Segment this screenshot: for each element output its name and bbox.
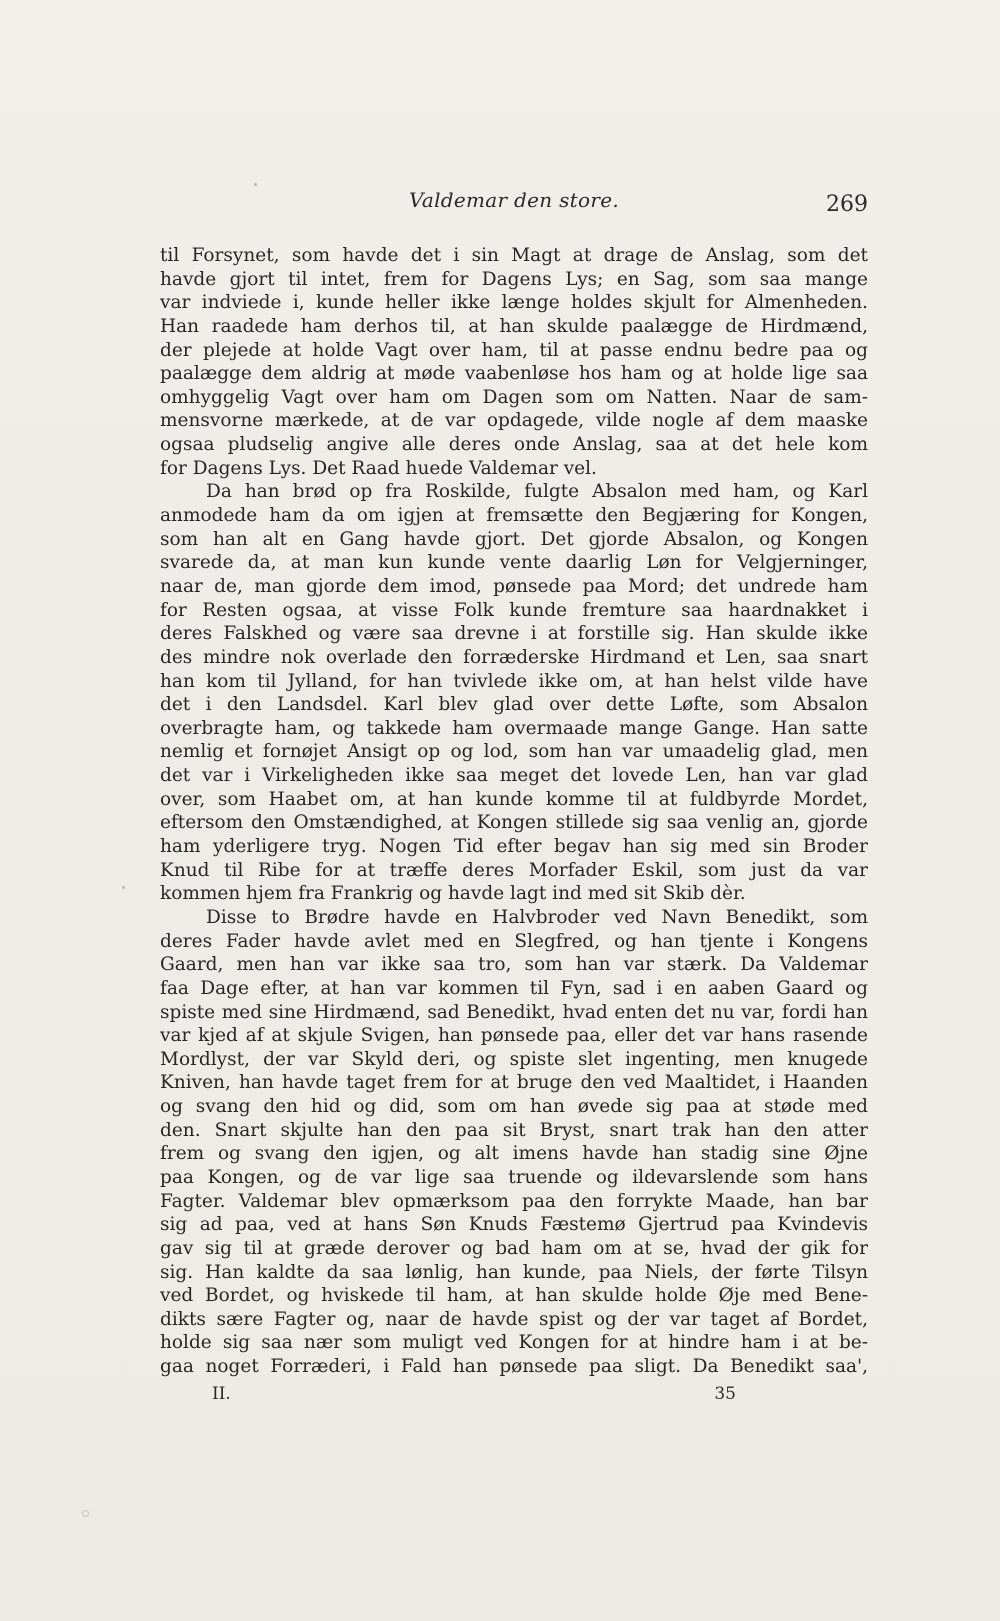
text-line: som han alt en Gang havde gjort. Det gjorde Absalon, og Kongen <box>160 528 868 550</box>
text-line: anmodede ham da om igjen at fremsætte den Begjæring for Kongen, <box>160 505 868 527</box>
page-number: 269 <box>826 192 868 217</box>
text-line: Knud til Ribe for at træffe deres Morfader Eskil, som just da var <box>160 859 868 881</box>
paper-speck <box>254 183 257 186</box>
text-line: faa Dage efter, at han var kommen til Fyn, sad i en aaben Gaard og <box>160 977 868 999</box>
text-line: Han raadede ham derhos til, at han skulde paalægge de Hirdmænd, <box>160 315 868 337</box>
text-line: Mordlyst, der var Skyld deri, og spiste slet ingenting, men knugede <box>160 1048 868 1070</box>
text-line: for Resten ogsaa, at visse Folk kunde fremture saa haardnakket i <box>160 599 868 621</box>
text-line: omhyggelig Vagt over ham om Dagen som om Natten. Naar de sam- <box>160 386 868 408</box>
text-line: spiste med sine Hirdmænd, sad Benedikt, hvad enten det nu var, fordi han <box>160 1001 868 1023</box>
text-line: og svang den hid og did, som om han øvede sig paa at støde med <box>160 1096 868 1118</box>
text-line: deres Fader havde avlet med en Slegfred, og han tjente i Kongens <box>160 930 868 952</box>
text-line: der plejede at holde Vagt over ham, til at passe endnu bedre paa og <box>160 339 868 361</box>
text-line: Da han brød op fra Roskilde, fulgte Absalon med ham, og Karl <box>206 481 868 503</box>
paper-speck <box>82 1510 89 1517</box>
text-line: sig. Han kaldte da saa lønlig, han kunde, paa Niels, der førte Tilsyn <box>160 1261 868 1283</box>
text-line: over, som Haabet om, at han kunde komme til at fuldbyrde Mordet, <box>160 788 868 810</box>
text-line: holde sig saa nær som muligt ved Kongen for at hindre ham i at be- <box>160 1332 868 1354</box>
text-line: ogsaa pludselig angive alle deres onde Anslag, saa at det hele kom <box>160 434 868 456</box>
text-line: for Dagens Lys. Det Raad huede Valdemar vel. <box>160 457 597 479</box>
text-line: han kom til Jylland, for han tvivlede ikke om, at han helst vilde have <box>160 670 868 692</box>
text-line: gav sig til at græde derover og bad ham om at se, hvad der gik for <box>160 1237 868 1259</box>
text-line: des mindre nok overlade den forræderske Hirdmand et Len, saa snart <box>160 646 868 668</box>
volume-signature: II. <box>212 1384 231 1404</box>
text-line: gaa noget Forræderi, i Fald han pønsede paa sligt. Da Benedikt saa', <box>160 1356 868 1378</box>
text-line: deres Falskhed og være saa drevne i at forstille sig. Han skulde ikke <box>160 623 868 645</box>
text-line: Kniven, han havde taget frem for at bruge den ved Maaltidet, i Haanden <box>160 1072 868 1094</box>
body-text <box>160 244 868 1379</box>
text-line: frem og svang den igjen, og alt imens havde han stadig sine Øjne <box>160 1143 868 1165</box>
text-line: Fagter. Valdemar blev opmærksom paa den forrykte Maade, han bar <box>160 1190 868 1212</box>
text-line: havde gjort til intet, frem for Dagens Lys; en Sag, som saa mange <box>160 268 868 290</box>
text-line: nemlig et fornøjet Ansigt op og lod, som han var umaadelig glad, men <box>160 741 868 763</box>
text-line: ved Bordet, og hviskede til ham, at han skulde holde Øje med Bene- <box>160 1285 868 1307</box>
sheet-number: 35 <box>714 1384 736 1404</box>
text-line: dikts sære Fagter og, naar de havde spist og der var taget af Bordet, <box>160 1308 868 1330</box>
text-line: Gaard, men han var ikke saa tro, som han var stærk. Da Valdemar <box>160 954 868 976</box>
text-line: ham yderligere tryg. Nogen Tid efter begav han sig med sin Broder <box>160 836 868 858</box>
text-line: den. Snart skjulte han den paa sit Bryst, snart trak han den atter <box>160 1119 868 1141</box>
paper-speck <box>122 886 125 889</box>
text-line: det var i Virkeligheden ikke saa meget det lovede Len, han var glad <box>160 765 868 787</box>
text-line: det i den Landsdel. Karl blev glad over dette Løfte, som Absalon <box>160 694 868 716</box>
text-line: eftersom den Omstændighed, at Kongen stillede sig saa venlig an, gjorde <box>160 812 868 834</box>
text-line: kommen hjem fra Frankrig og havde lagt ind med sit Skib dèr. <box>160 883 746 905</box>
text-line: var kjed af at skjule Svigen, han pønsede paa, eller det var hans rasende <box>160 1025 868 1047</box>
page-footer <box>212 1384 736 1412</box>
text-line: naar de, man gjorde dem imod, pønsede paa Mord; det undrede ham <box>160 575 868 597</box>
text-line: til Forsynet, som havde det i sin Magt at drage de Anslag, som det <box>160 245 868 266</box>
text-line: overbragte ham, og takkede ham overmaade mange Gange. Han satte <box>160 717 868 739</box>
running-head <box>160 188 868 222</box>
text-line: mensvorne mærkede, at de var opdagede, vilde nogle af dem maaske <box>160 410 868 432</box>
text-line: paa Kongen, og de var lige saa truende og ildevarslende som hans <box>160 1166 868 1188</box>
running-title: Valdemar den store. <box>408 188 620 212</box>
text-line: sig ad paa, ved at hans Søn Knuds Fæstemø Gjertrud paa Kvindevis <box>160 1214 868 1236</box>
text-line: paalægge dem aldrig at møde vaabenløse hos ham og at holde lige saa <box>160 363 868 385</box>
text-line: svarede da, at man kun kunde vente daarlig Løn for Velgjerninger, <box>160 552 868 574</box>
text-line: Disse to Brødre havde en Halvbroder ved Navn Benedikt, som <box>206 906 868 928</box>
text-line: var indviede i, kunde heller ikke længe holdes skjult for Almenheden. <box>160 292 868 314</box>
